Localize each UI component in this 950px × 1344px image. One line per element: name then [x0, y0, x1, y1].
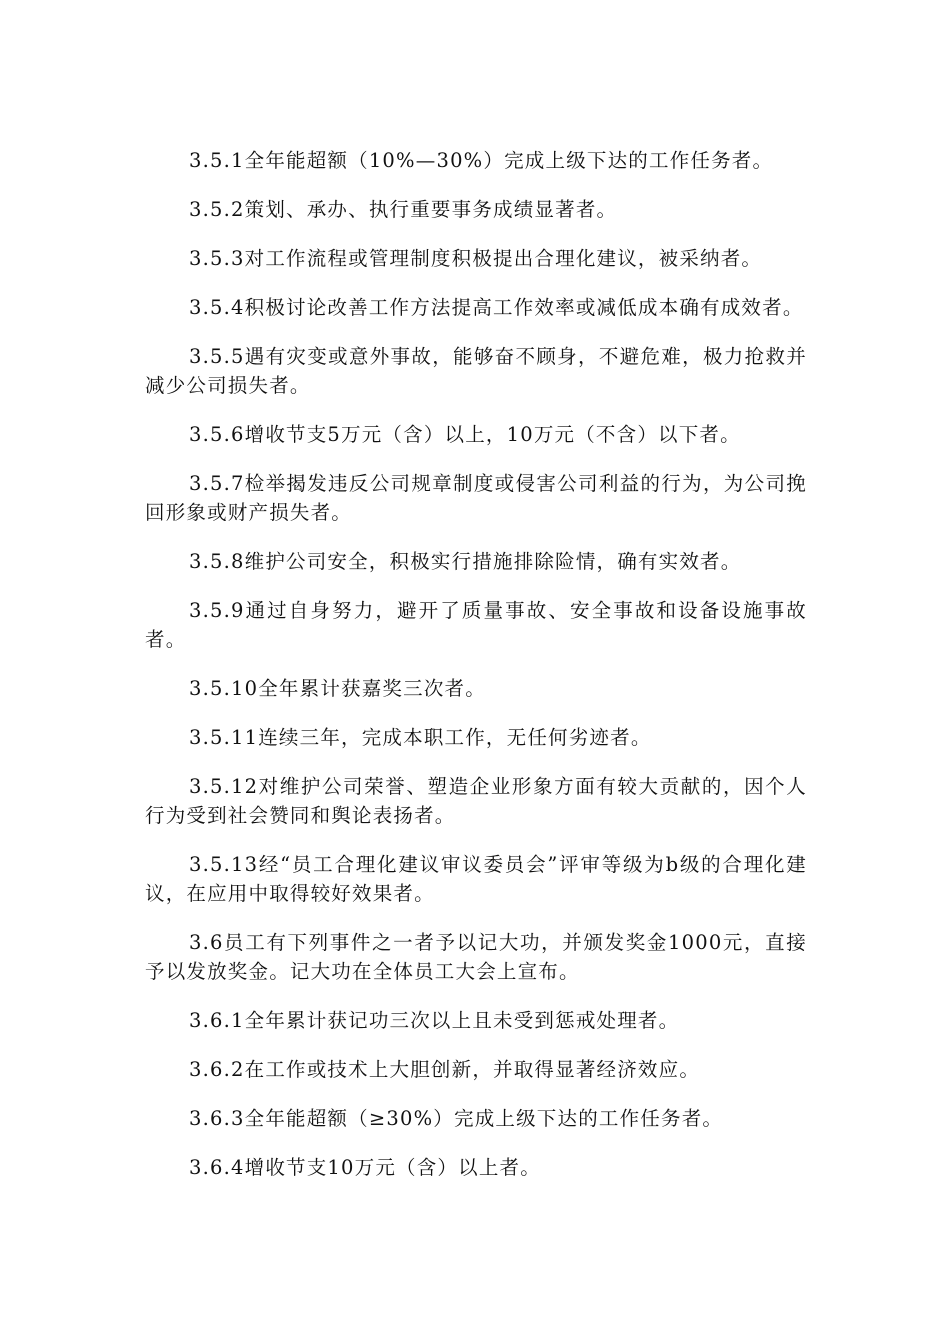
paragraph: 3.6.1全年累计获记功三次以上且未受到惩戒处理者。: [189, 1009, 680, 1032]
paragraph: 3.5.2策划、承办、执行重要事务成绩显著者。: [189, 198, 618, 221]
paragraph: 3.5.6增收节支5万元（含）以上，10万元（不含）以下者。: [189, 423, 741, 446]
paragraph: 3.5.5遇有灾变或意外事故，能够奋不顾身，不避危难，极力抢救并减少公司损失者。: [145, 345, 807, 397]
paragraph: 3.6.3全年能超额（≥30%）完成上级下达的工作任务者。: [189, 1107, 724, 1130]
document-body: [145, 146, 807, 1202]
paragraph: 3.5.9通过自身努力，避开了质量事故、安全事故和设备设施事故者。: [145, 599, 807, 651]
paragraph: 3.5.12对维护公司荣誉、塑造企业形象方面有较大贡献的，因个人行为受到社会赞同和舆论表扬者。: [145, 775, 807, 827]
paragraph: 3.6.2在工作或技术上大胆创新，并取得显著经济效应。: [189, 1058, 701, 1081]
paragraph: 3.5.8维护公司安全，积极实行措施排除险情，确有实效者。: [189, 550, 742, 573]
paragraph: 3.6员工有下列事件之一者予以记大功，并颁发奖金1000元，直接予以发放奖金。记大功在全体员工大会上宣布。: [145, 931, 807, 983]
paragraph: 3.5.11连续三年，完成本职工作，无任何劣迹者。: [189, 726, 652, 749]
paragraph: 3.5.10全年累计获嘉奖三次者。: [189, 677, 486, 700]
paragraph: 3.5.13经“员工合理化建议审议委员会”评审等级为b级的合理化建议，在应用中取得较好效果者。: [145, 853, 807, 905]
paragraph: 3.5.4积极讨论改善工作方法提高工作效率或减低成本确有成效者。: [189, 296, 804, 319]
paragraph: 3.5.3对工作流程或管理制度积极提出合理化建议，被采纳者。: [189, 247, 763, 270]
paragraph: 3.5.7检举揭发违反公司规章制度或侵害公司利益的行为，为公司挽回形象或财产损失者。: [145, 472, 807, 524]
paragraph: 3.6.4增收节支10万元（含）以上者。: [189, 1156, 541, 1179]
paragraph: 3.5.1全年能超额（10%—30%）完成上级下达的工作任务者。: [189, 149, 774, 172]
